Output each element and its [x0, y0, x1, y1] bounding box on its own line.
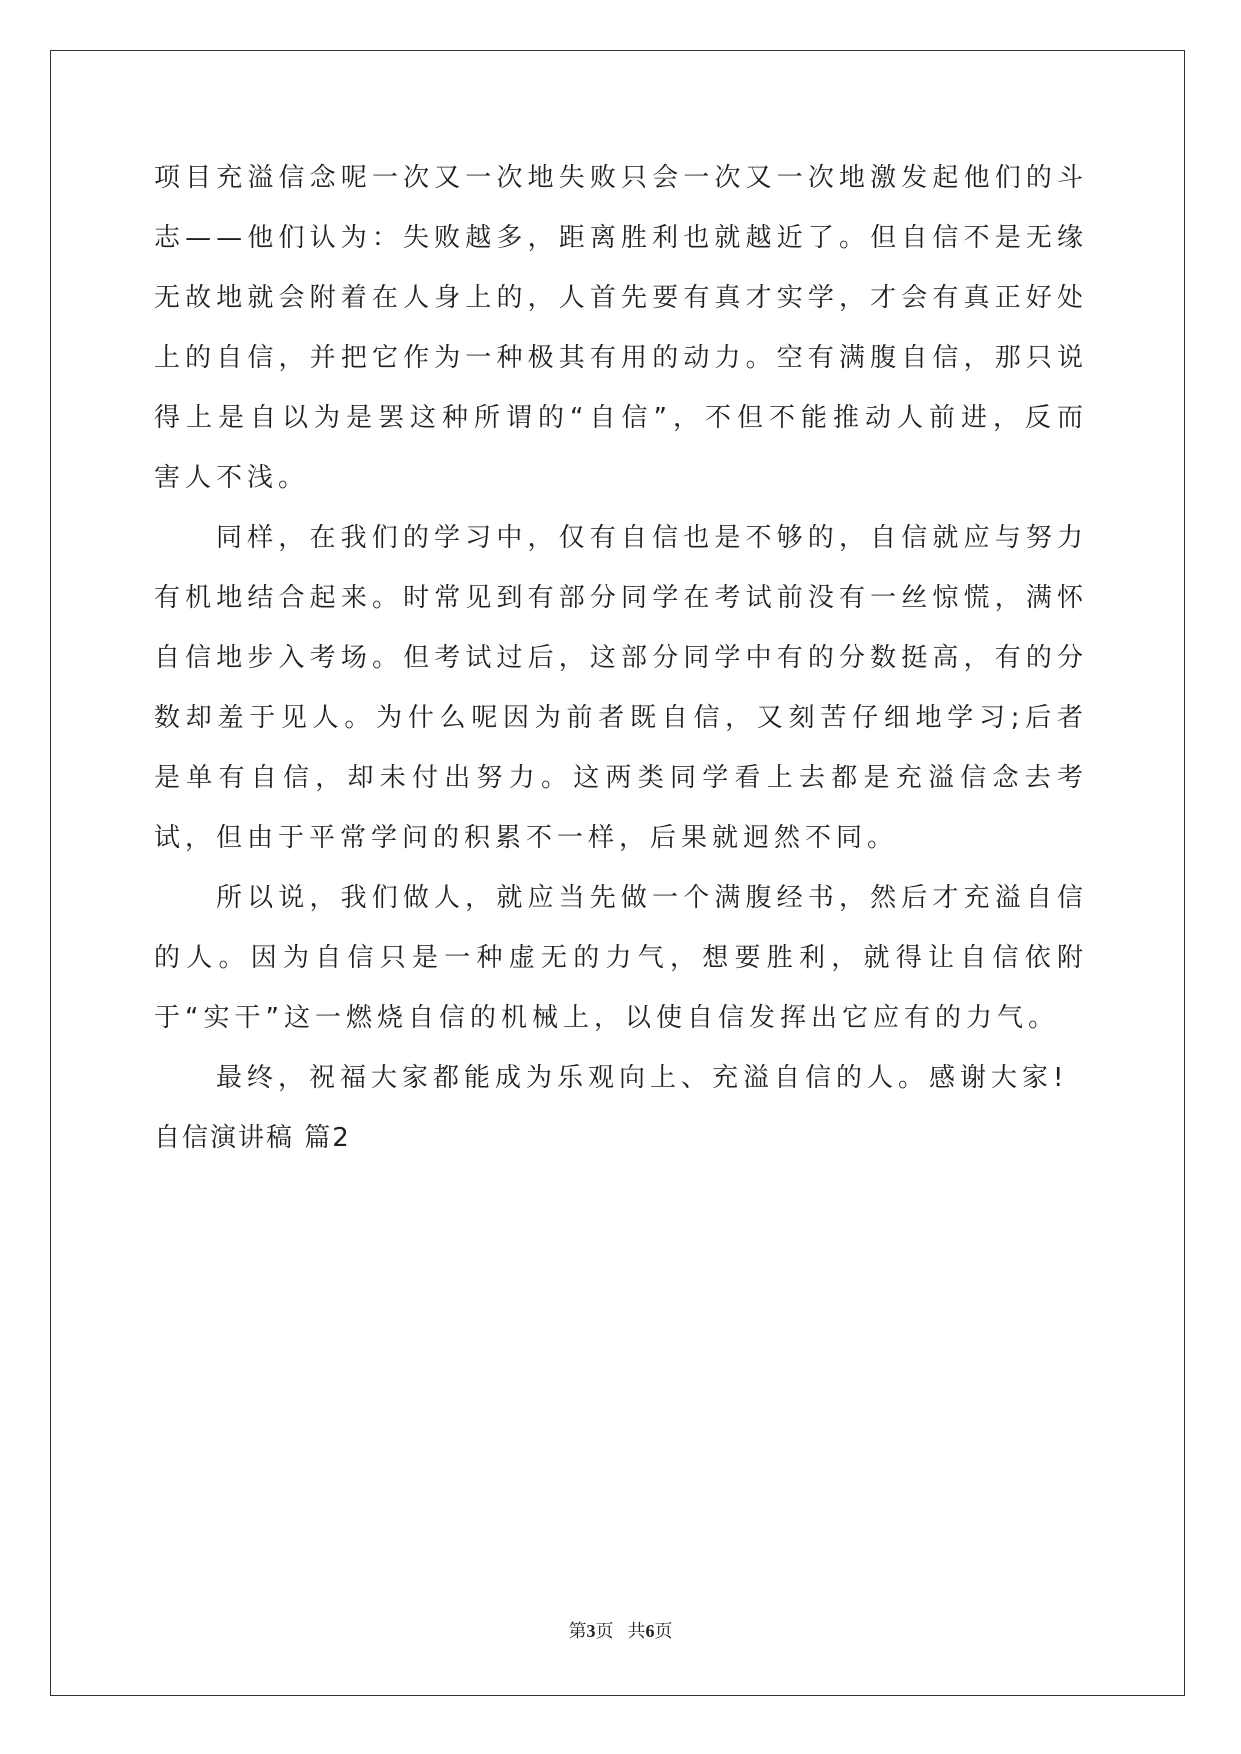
page-suffix: 页	[595, 1621, 614, 1642]
section-heading: 自信演讲稿 篇2	[154, 1123, 351, 1153]
page-number: 3	[586, 1621, 596, 1641]
paragraph: 同样，在我们的学习中，仅有自信也是不够的，自信就应与努力有机地结合起来。时常见到有部分同学在考试前没有一丝惊慌，满怀自信地步入考场。但考试过后，这部分同学中有的分数挺高，有的分数却羞于见人。为什么呢因为前者既自信，又刻苦仔细地学习;后者是单有自信，却未付出努力。这两类同学看上去都是充溢信念去考试，但由于平常学问的积累不一样，后果就迥然不同。	[154, 523, 1088, 853]
total-pages: 6	[645, 1621, 655, 1641]
page-footer	[0, 1617, 1241, 1643]
page-prefix: 第	[568, 1621, 587, 1642]
paragraph-continued: 项目充溢信念呢一次又一次地失败只会一次又一次地激发起他们的斗志——他们认为：失败越多，距离胜利也就越近了。但自信不是无缘无故地就会附着在人身上的，人首先要有真才实学，才会有真正好处上的自信，并把它作为一种极其有用的动力。空有满腹自信，那只说得上是自以为是罢这种所谓的“自信”，不但不能推动人前进，反而害人不浅。	[154, 163, 1088, 493]
paragraph: 所以说，我们做人，就应当先做一个满腹经书，然后才充溢自信的人。因为自信只是一种虚无的力气，想要胜利，就得让自信依附于“实干”这一燃烧自信的机械上，以使自信发挥出它应有的力气。	[154, 883, 1088, 1033]
total-prefix: 共	[627, 1621, 646, 1642]
paragraph-closing: 最终，祝福大家都能成为乐观向上、充溢自信的人。感谢大家!	[216, 1063, 1069, 1093]
document-body	[154, 148, 1088, 1168]
total-suffix: 页	[654, 1621, 673, 1642]
